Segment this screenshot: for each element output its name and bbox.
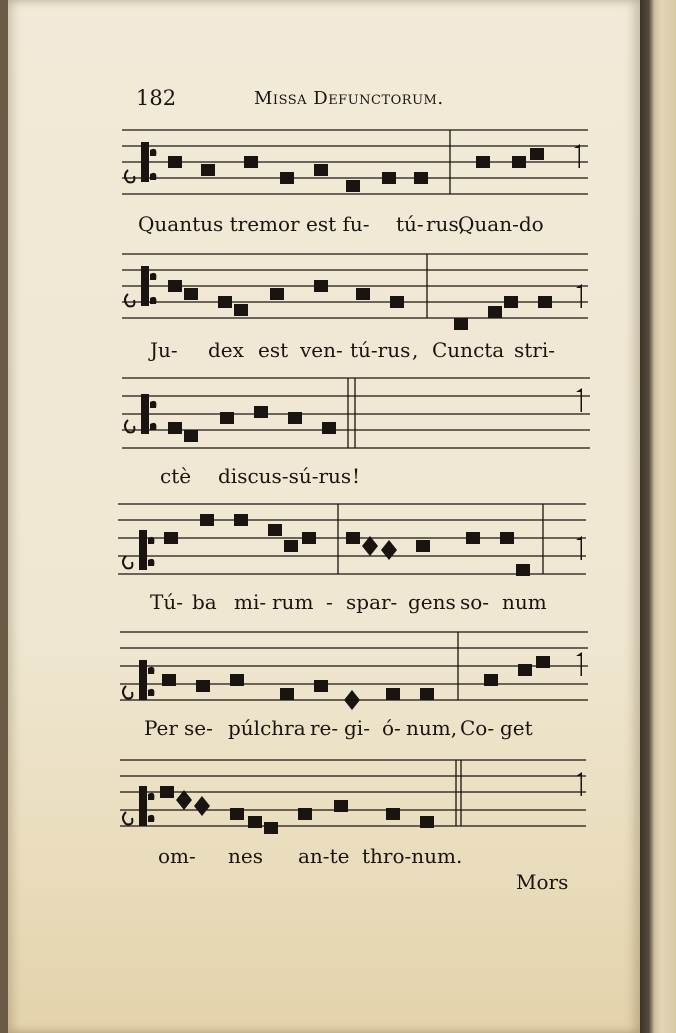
syllable: ven-	[300, 338, 343, 362]
syllable: ba	[192, 590, 217, 614]
syllable: an-te	[298, 844, 350, 868]
syllable: rus,	[426, 212, 466, 236]
syllable: Quan-do	[458, 212, 544, 236]
syllable: est	[258, 338, 289, 362]
syllable: ,	[412, 338, 419, 362]
syllable: Ju-	[150, 338, 178, 362]
syllable: se-	[184, 716, 213, 740]
lyrics-line-4	[150, 590, 590, 620]
syllable: Cuncta	[432, 338, 505, 362]
lyrics-line-6	[158, 844, 478, 874]
syllable: !	[352, 464, 361, 488]
syllable: Quantus tremor est fu-	[138, 212, 370, 236]
syllable: Co-	[460, 716, 495, 740]
syllable: discus-sú-rus	[218, 464, 352, 488]
syllable: ctè	[160, 464, 192, 488]
syllable: get	[500, 716, 533, 740]
syllable: tú-	[396, 212, 424, 236]
running-title: Missa Defunctorum.	[254, 88, 444, 109]
syllable: gens	[408, 590, 456, 614]
syllable: púlchra	[228, 716, 306, 740]
syllable: mi-	[234, 590, 267, 614]
syllable: thro-num.	[362, 844, 463, 868]
syllable: tú-rus	[350, 338, 411, 362]
syllable: re-	[310, 716, 339, 740]
syllable: -	[326, 590, 333, 614]
syllable: dex	[208, 338, 244, 362]
lyrics-line-2	[150, 338, 590, 368]
clef-icon	[123, 530, 154, 570]
syllable: ó-	[382, 716, 401, 740]
catchword: Mors	[516, 870, 569, 894]
syllable: so-	[460, 590, 490, 614]
lyrics-line-3	[160, 464, 460, 494]
syllable: spar-	[346, 590, 398, 614]
syllable: num,	[406, 716, 458, 740]
syllable: nes	[228, 844, 263, 868]
page-number: 182	[136, 86, 177, 110]
syllable: om-	[158, 844, 196, 868]
syllable: rum	[272, 590, 314, 614]
syllable: stri-	[514, 338, 556, 362]
lyrics-line-1	[138, 212, 598, 242]
syllable: Per	[144, 716, 178, 740]
syllable: gi-	[344, 716, 370, 740]
lyrics-line-5	[144, 716, 584, 746]
syllable: Tú-	[150, 590, 183, 614]
syllable: num	[502, 590, 547, 614]
